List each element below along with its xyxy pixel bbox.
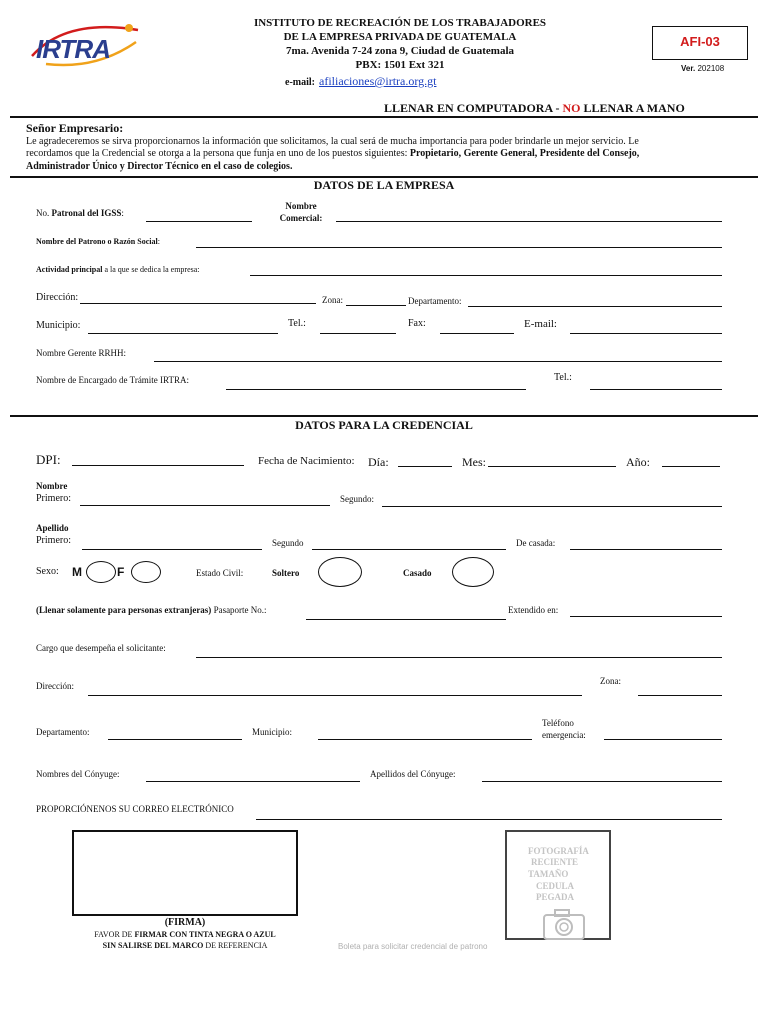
zona-credencial-label: Zona:: [600, 676, 621, 686]
apellido-primero-label: Primero:: [36, 535, 71, 546]
mes-label: Mes:: [462, 455, 486, 469]
irtra-logo: [26, 20, 144, 72]
casado-option[interactable]: [452, 557, 494, 587]
email-empresa-input[interactable]: [570, 320, 722, 334]
instruction-no: NO: [562, 101, 581, 115]
fecha-nacimiento-label: Fecha de Nacimiento:: [258, 455, 355, 467]
conyuge-apellidos-label: Apellidos del Cónyuge:: [370, 769, 456, 779]
dia-label: Día:: [368, 455, 389, 469]
casado-label: Casado: [403, 568, 432, 578]
version-label: Ver.: [681, 64, 696, 73]
salutation: Señor Empresario:: [26, 121, 124, 135]
intro-line-1: Le agradeceremos se sirva proporcionarnos la información que solicitamos, la cual será de mucha importancia para poder brindarle un mejor servicio. Le: [26, 136, 639, 147]
encargado-label: Nombre de Encargado de Trámite IRTRA:: [36, 375, 190, 385]
dia-input[interactable]: [398, 453, 452, 467]
sexo-f-option[interactable]: [131, 561, 161, 583]
extendido-input[interactable]: [570, 603, 722, 617]
direccion-label: Dirección:: [36, 292, 79, 303]
razon-social-input[interactable]: [196, 234, 722, 248]
logo-wordmark: IRTRA: [36, 34, 110, 64]
sexo-m-label: M: [72, 565, 82, 579]
firma-instructions-2: [60, 941, 310, 950]
fill-instruction: [384, 101, 685, 116]
encargado-input[interactable]: [226, 376, 526, 390]
anio-label: Año:: [626, 455, 650, 469]
extranjeros-note: (Llenar solamente para personas extranjeras): [36, 605, 212, 615]
patronal-colon: :: [121, 208, 124, 218]
correo-label: PROPORCIÓNENOS SU CORREO ELECTRÓNICO: [36, 804, 234, 814]
intro-positions: Propietario, Gerente General, Presidente del Consejo,: [409, 148, 640, 159]
cargo-label: Cargo que desempeña el solicitante:: [36, 643, 166, 653]
intro-line-2: [26, 148, 639, 159]
soltero-label: Soltero: [272, 568, 300, 578]
nombre-heading: Nombre: [36, 481, 68, 491]
estado-civil-label: Estado Civil:: [196, 568, 244, 578]
intro-line-3: Administrador Único y Director Técnico en el caso de colegios.: [26, 161, 293, 172]
institution-name-1: INSTITUTO DE RECREACIÓN DE LOS TRABAJADORES: [253, 17, 547, 29]
sexo-label: Sexo:: [36, 566, 59, 577]
patronal-bold: Patronal del IGSS: [51, 208, 122, 218]
instruction-part-a: LLENAR EN COMPUTADORA -: [384, 101, 563, 115]
apellido-heading: Apellido: [36, 523, 69, 533]
zona-credencial-input[interactable]: [638, 682, 722, 696]
foto-text-1: FOTOGRAFÍA: [528, 846, 589, 856]
zona-input[interactable]: [346, 292, 406, 306]
section-rule: [10, 415, 758, 417]
signature-box[interactable]: [72, 830, 298, 916]
section-title-empresa: DATOS DE LA EMPRESA: [313, 178, 455, 192]
de-casada-label: De casada:: [516, 538, 556, 548]
boleta-note: Boleta para solicitar credencial de patrono: [338, 942, 488, 951]
dir-credencial-input[interactable]: [88, 682, 582, 696]
camera-icon: [543, 908, 585, 940]
favor-marco: SIN SALIRSE DEL MARCO: [102, 941, 204, 950]
nombre-comercial-label-2: Comercial:: [279, 213, 323, 223]
gerente-rrhh-input[interactable]: [154, 348, 722, 362]
mes-input[interactable]: [488, 453, 616, 467]
telefono-emergencia-input[interactable]: [604, 726, 722, 740]
nombre-primero-label: Primero:: [36, 493, 71, 504]
favor-referencia: DE REFERENCIA: [203, 941, 268, 950]
conyuge-nombres-label: Nombres del Cónyuge:: [36, 769, 120, 779]
departamento-label: Departamento:: [408, 296, 462, 306]
fax-label: Fax:: [408, 318, 426, 329]
actividad-text: a la que se dedica la empresa:: [102, 265, 200, 274]
razon-social-label: [36, 237, 160, 246]
actividad-input[interactable]: [250, 262, 722, 276]
email-label: e-mail:: [285, 77, 315, 88]
institution-address: 7ma. Avenida 7-24 zona 9, Ciudad de Guatemala: [285, 45, 515, 57]
dpi-input[interactable]: [72, 452, 244, 466]
fax-input[interactable]: [440, 320, 514, 334]
email-link[interactable]: afiliaciones@irtra.org.gt: [319, 74, 437, 88]
email-empresa-label: E-mail:: [524, 318, 557, 330]
correo-input[interactable]: [256, 806, 722, 820]
tel-encargado-label: Tel.:: [554, 372, 572, 383]
firma-label: (FIRMA): [164, 917, 206, 928]
razon-social-colon: :: [157, 237, 160, 246]
municipio-credencial-input[interactable]: [318, 726, 532, 740]
patronal-label: [36, 208, 124, 218]
section-title-credencial: DATOS PARA LA CREDENCIAL: [295, 418, 473, 432]
tel-label: Tel.:: [288, 318, 306, 329]
nombre-primero-input[interactable]: [80, 492, 330, 506]
tel-input[interactable]: [320, 320, 396, 334]
email-line: [285, 72, 436, 90]
nombre-comercial-input[interactable]: [336, 208, 722, 222]
pasaporte-label: Pasaporte No.:: [211, 605, 267, 615]
anio-input[interactable]: [662, 453, 720, 467]
version-number: 202108: [697, 64, 725, 73]
actividad-bold: Actividad principal: [36, 265, 103, 274]
sexo-m-option[interactable]: [86, 561, 116, 583]
gerente-rrhh-label: Nombre Gerente RRHH:: [36, 348, 126, 358]
municipio-label: Municipio:: [36, 320, 81, 331]
nombre-segundo-input[interactable]: [382, 493, 722, 507]
form-code: AFI-03: [680, 34, 720, 49]
nombre-comercial-label-1: Nombre: [285, 201, 317, 211]
favor-prefix: FAVOR DE: [94, 930, 135, 939]
extranjeros-line: [36, 605, 267, 615]
foto-text-4: CEDULA: [536, 881, 575, 891]
depto-credencial-label: Departamento:: [36, 727, 90, 737]
foto-text-5: PEGADA: [536, 892, 574, 902]
conyuge-apellidos-input[interactable]: [482, 768, 722, 782]
institution-pbx: PBX: 1501 Ext 321: [355, 59, 445, 71]
razon-social-text: Nombre del Patrono o Razón Social: [36, 237, 158, 246]
telefono-label-2: emergencia:: [542, 730, 586, 740]
form-code-box: [652, 26, 748, 60]
cargo-input[interactable]: [196, 644, 722, 658]
institution-name-2: DE LA EMPRESA PRIVADA DE GUATEMALA: [283, 31, 517, 43]
apellido-segundo-input[interactable]: [312, 536, 506, 550]
foto-text-2: RECIENTE: [531, 857, 579, 867]
soltero-option[interactable]: [318, 557, 362, 587]
intro-line-2-text: recordamos que la Credencial se otorga a la persona que funja en uno de los puestos siguientes:: [26, 148, 410, 159]
apellido-segundo-label: Segundo: [272, 538, 304, 548]
foto-text-3: TAMAÑO: [528, 869, 569, 879]
patronal-prefix: No.: [36, 208, 52, 218]
apellido-primero-input[interactable]: [82, 536, 262, 550]
de-casada-input[interactable]: [570, 536, 722, 550]
dpi-label: DPI:: [36, 452, 61, 467]
instruction-part-b: LLENAR A MANO: [580, 101, 685, 115]
firma-instructions-1: [60, 930, 310, 939]
extendido-label: Extendido en:: [508, 605, 559, 615]
tel-encargado-input[interactable]: [590, 376, 722, 390]
actividad-label: [36, 265, 200, 274]
header-rule: [10, 116, 758, 118]
favor-ink: FIRMAR CON TINTA NEGRA O AZUL: [134, 930, 276, 939]
nombre-segundo-label: Segundo:: [340, 494, 375, 504]
telefono-label-1: Teléfono: [542, 718, 574, 728]
sexo-f-label: F: [117, 565, 125, 579]
conyuge-nombres-input[interactable]: [146, 768, 360, 782]
depto-credencial-input[interactable]: [108, 726, 242, 740]
pasaporte-input[interactable]: [306, 606, 506, 620]
direccion-input[interactable]: [80, 290, 316, 304]
dir-credencial-label: Dirección:: [36, 681, 74, 691]
zona-label: Zona:: [322, 295, 343, 305]
departamento-input[interactable]: [468, 293, 722, 307]
version: [681, 64, 724, 73]
municipio-credencial-label: Municipio:: [252, 727, 292, 737]
patronal-igss-input[interactable]: [146, 208, 252, 222]
municipio-input[interactable]: [88, 320, 278, 334]
